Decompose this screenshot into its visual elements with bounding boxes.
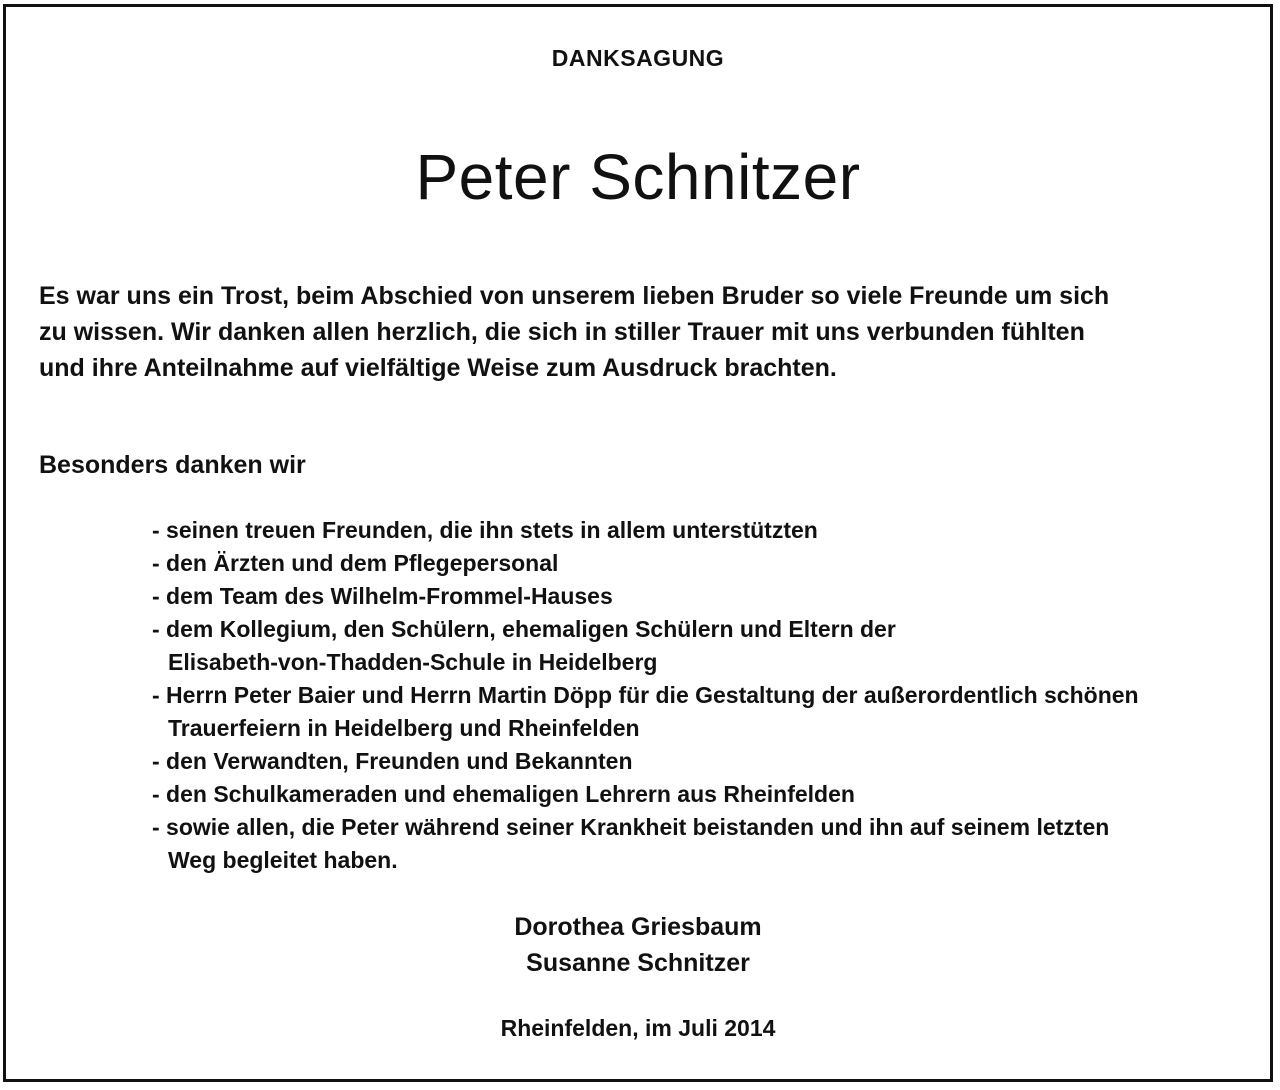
list-item-line: - sowie allen, die Peter während seiner Krankheit beistanden und ihn auf seinem letzten [152,814,1110,840]
signatory-name: Dorothea Griesbaum [514,913,762,941]
deceased-name: Peter Schnitzer [415,141,861,213]
list-item-line: - den Verwandten, Freunden und Bekannten [152,748,633,774]
list-item-line: - dem Kollegium, den Schülern, ehemaligen Schülern und Eltern der [152,616,896,642]
list-item-line: - dem Team des Wilhelm-Frommel-Hauses [152,583,613,609]
thanks-list [152,514,1139,877]
obituary-notice-frame [3,4,1273,1082]
intro-line: Es war uns ein Trost, beim Abschied von unserem lieben Bruder so viele Freunde um sich [39,282,1110,310]
list-item-continuation: Weg begleitet haben. [168,847,398,873]
thanks-lead: Besonders danken wir [39,451,306,479]
list-item [152,613,1139,679]
list-item [152,679,1139,745]
list-item [152,547,1139,580]
place-and-date: Rheinfelden, im Juli 2014 [500,1015,776,1041]
intro-line: zu wissen. Wir danken allen herzlich, die sich in stiller Trauer mit uns verbunden fühlten [39,318,1085,346]
intro-paragraph [39,278,1249,386]
list-item [152,778,1139,811]
list-item [152,811,1139,877]
list-item [152,745,1139,778]
list-item [152,514,1139,547]
signatories [6,909,1270,981]
list-item-continuation: Trauerfeiern in Heidelberg und Rheinfelden [168,715,640,741]
list-item-line: - den Ärzten und dem Pflegepersonal [152,550,559,576]
list-item-line: - Herrn Peter Baier und Herrn Martin Döpp für die Gestaltung der außerordentlich schönen [152,682,1139,708]
notice-heading: DANKSAGUNG [551,45,725,71]
list-item-continuation: Elisabeth-von-Thadden-Schule in Heidelberg [168,649,658,675]
list-item-line: - seinen treuen Freunden, die ihn stets in allem unterstützten [152,517,818,543]
intro-line: und ihre Anteilnahme auf vielfältige Weise zum Ausdruck brachten. [39,354,837,382]
list-item-line: - den Schulkameraden und ehemaligen Lehrern aus Rheinfelden [152,781,855,807]
list-item [152,580,1139,613]
signatory-name: Susanne Schnitzer [526,949,750,977]
